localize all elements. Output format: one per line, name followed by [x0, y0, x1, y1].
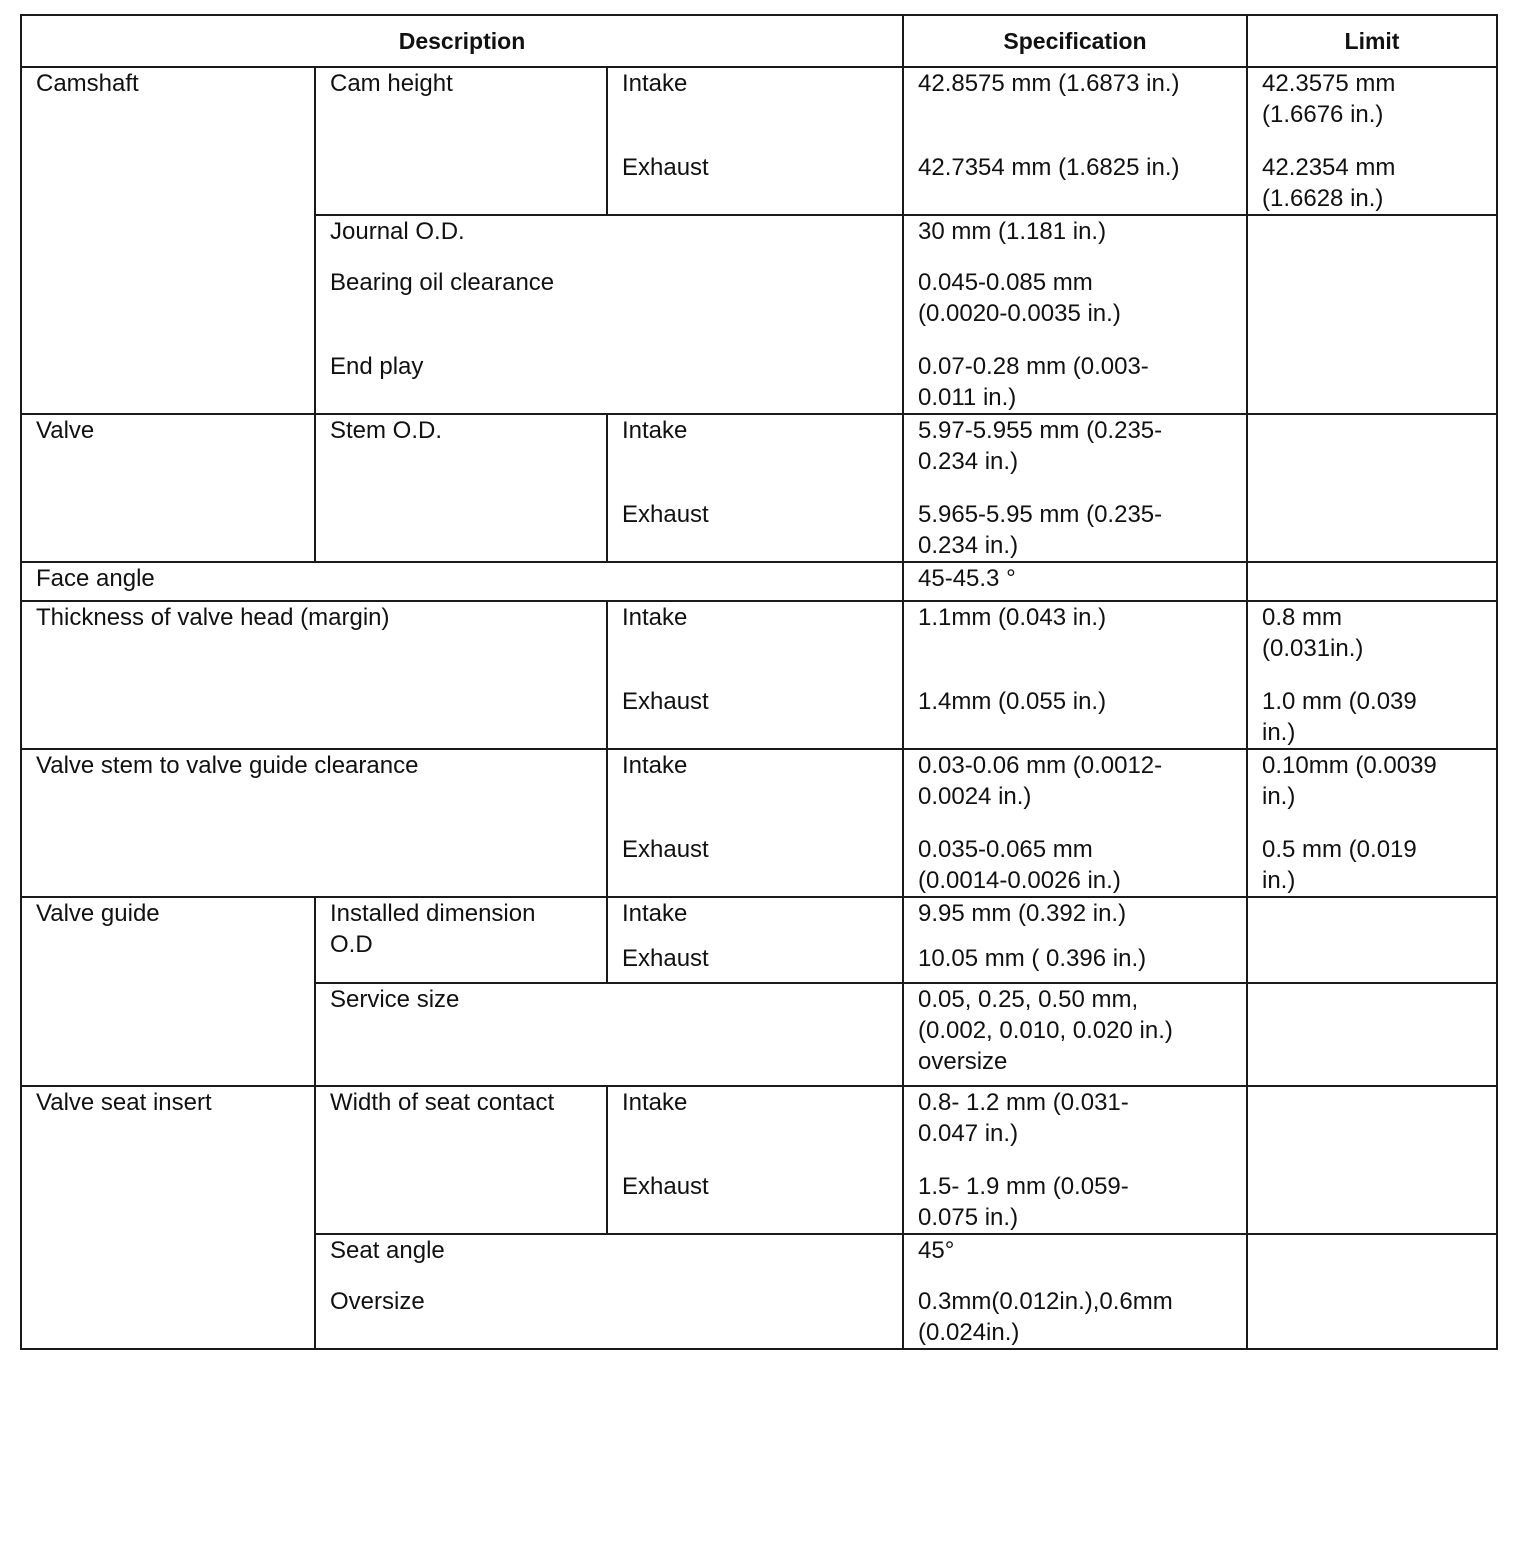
stem-guide-exhaust-label: Exhaust	[622, 836, 709, 863]
valve-seat-insert-label-cell	[21, 1086, 315, 1349]
installed-intake-spec-cell	[903, 897, 1247, 933]
installed-intake-spec: 9.95 mm (0.392 in.)	[918, 900, 1127, 927]
table-row	[21, 414, 1497, 562]
seat-angle-spec: 45°	[918, 1237, 955, 1264]
valve-label: Valve	[36, 417, 95, 444]
header-limit: Limit	[1247, 15, 1497, 67]
cam-height-intake-limit-in: (1.6676 in.)	[1262, 101, 1384, 128]
seat-contact-cell	[315, 1086, 607, 1234]
oversize-spec-in: (0.024in.)	[918, 1319, 1020, 1346]
journal-od-spec: 30 mm (1.181 in.)	[918, 218, 1107, 245]
stem-guide-exhaust-limit: 0.5 mm (0.019	[1262, 836, 1417, 863]
seat-contact-type-cell	[607, 1086, 903, 1234]
cam-height-exhaust-limit-in: (1.6628 in.)	[1262, 185, 1384, 212]
stem-guide-intake-limit-in: in.)	[1262, 783, 1296, 810]
valve-guide-label: Valve guide	[36, 900, 160, 927]
face-angle-spec-cell	[903, 562, 1247, 601]
spec-sheet	[20, 14, 1496, 1350]
thickness-type-cell	[607, 601, 903, 749]
end-play-spec-in: 0.011 in.)	[918, 384, 1017, 411]
face-angle-spec: 45-45.3 °	[918, 565, 1016, 592]
table-row	[21, 1086, 1497, 1234]
oversize-spec: 0.3mm(0.012in.),0.6mm	[918, 1288, 1173, 1315]
stem-guide-type-cell	[607, 749, 903, 897]
thickness-spec-cell	[903, 601, 1247, 749]
stem-od-exhaust-spec: 5.965-5.95 mm (0.235-	[918, 501, 1163, 528]
cam-height-type-cell	[607, 67, 903, 215]
oversize-label: Oversize	[330, 1288, 425, 1315]
stem-guide-intake-limit: 0.10mm (0.0039	[1262, 752, 1437, 779]
stem-od-limit-cell	[1247, 414, 1497, 562]
bearing-oil-clearance-spec: 0.045-0.085 mm	[918, 269, 1093, 296]
stem-guide-exhaust-spec: 0.035-0.065 mm	[918, 836, 1093, 863]
thickness-exhaust-limit: 1.0 mm (0.039	[1262, 688, 1417, 715]
installed-dimension-label: Installed dimension	[330, 900, 536, 927]
stem-guide-intake-spec-in: 0.0024 in.)	[918, 783, 1032, 810]
table-row	[21, 562, 1497, 601]
thickness-label: Thickness of valve head (margin)	[36, 604, 390, 631]
header-row	[21, 15, 1497, 67]
stem-guide-intake-spec: 0.03-0.06 mm (0.0012-	[918, 752, 1163, 779]
installed-intake-label: Intake	[622, 900, 688, 927]
service-size-limit-cell	[1247, 983, 1497, 1086]
header-specification: Specification	[903, 15, 1247, 67]
service-size-spec-in: (0.002, 0.010, 0.020 in.)	[918, 1017, 1173, 1044]
service-size-cell	[315, 983, 903, 1086]
header-description: Description	[21, 15, 903, 67]
thickness-exhaust-limit-in: in.)	[1262, 719, 1296, 746]
thickness-intake-label: Intake	[622, 604, 688, 631]
installed-limit-cell	[1247, 897, 1497, 983]
seat-angle-label: Seat angle	[330, 1237, 445, 1264]
installed-exhaust-type-cell	[607, 933, 903, 983]
face-angle-label: Face angle	[36, 565, 155, 592]
end-play-label: End play	[330, 353, 424, 380]
stem-guide-exhaust-limit-in: in.)	[1262, 867, 1296, 894]
cam-height-intake-spec: 42.8575 mm (1.6873 in.)	[918, 70, 1180, 97]
installed-intake-type-cell	[607, 897, 903, 933]
service-size-spec-cell	[903, 983, 1247, 1086]
seat-contact-exhaust-spec: 1.5- 1.9 mm (0.059-	[918, 1173, 1129, 1200]
stem-guide-limit-cell	[1247, 749, 1497, 897]
seat-contact-exhaust-spec-in: 0.075 in.)	[918, 1204, 1019, 1231]
stem-od-intake-spec: 5.97-5.955 mm (0.235-	[918, 417, 1163, 444]
thickness-intake-spec: 1.1mm (0.043 in.)	[918, 604, 1107, 631]
stem-od-cell	[315, 414, 607, 562]
valve-guide-label-cell	[21, 897, 315, 1086]
bearing-oil-clearance-spec-in: (0.0020-0.0035 in.)	[918, 300, 1121, 327]
valve-seat-insert-label: Valve seat insert	[36, 1089, 212, 1116]
face-angle-cell	[21, 562, 903, 601]
installed-exhaust-label: Exhaust	[622, 945, 709, 972]
service-size-label: Service size	[330, 986, 460, 1013]
camshaft-misc-spec-cell	[903, 215, 1247, 414]
seat-contact-intake-spec: 0.8- 1.2 mm (0.031-	[918, 1089, 1129, 1116]
cam-height-spec-cell	[903, 67, 1247, 215]
stem-guide-intake-label: Intake	[622, 752, 688, 779]
stem-guide-clearance-cell	[21, 749, 607, 897]
thickness-limit-cell	[1247, 601, 1497, 749]
seat-angle-oversize-cell	[315, 1234, 903, 1349]
valve-label-cell	[21, 414, 315, 562]
installed-exhaust-spec: 10.05 mm ( 0.396 in.)	[918, 945, 1147, 972]
valve-camshaft-spec-table	[20, 14, 1498, 1350]
installed-dimension-cell	[315, 897, 607, 983]
installed-exhaust-spec-cell	[903, 933, 1247, 983]
end-play-spec: 0.07-0.28 mm (0.003-	[918, 353, 1149, 380]
seat-contact-label: Width of seat contact	[330, 1089, 555, 1116]
seat-contact-spec-cell	[903, 1086, 1247, 1234]
seat-angle-oversize-limit-cell	[1247, 1234, 1497, 1349]
table-row	[21, 67, 1497, 215]
installed-dimension-od-label: O.D	[330, 931, 373, 958]
table-row	[21, 897, 1497, 933]
thickness-intake-limit-in: (0.031in.)	[1262, 635, 1364, 662]
thickness-intake-limit: 0.8 mm	[1262, 604, 1343, 631]
cam-height-intake-limit: 42.3575 mm	[1262, 70, 1396, 97]
camshaft-label-cell	[21, 67, 315, 414]
journal-od-label: Journal O.D.	[330, 218, 465, 245]
seat-contact-intake-label: Intake	[622, 1089, 688, 1116]
stem-od-label: Stem O.D.	[330, 417, 443, 444]
camshaft-misc-cell	[315, 215, 903, 414]
thickness-exhaust-label: Exhaust	[622, 688, 709, 715]
stem-od-exhaust-spec-in: 0.234 in.)	[918, 532, 1019, 559]
cam-height-limit-cell	[1247, 67, 1497, 215]
stem-od-type-cell	[607, 414, 903, 562]
service-size-spec-oversize: oversize	[918, 1048, 1008, 1075]
cam-height-exhaust-spec: 42.7354 mm (1.6825 in.)	[918, 154, 1180, 181]
thickness-cell	[21, 601, 607, 749]
stem-guide-spec-cell	[903, 749, 1247, 897]
stem-od-exhaust-label: Exhaust	[622, 501, 709, 528]
stem-od-intake-label: Intake	[622, 417, 688, 444]
cam-height-cell	[315, 67, 607, 215]
seat-contact-exhaust-label: Exhaust	[622, 1173, 709, 1200]
cam-height-label: Cam height	[330, 70, 453, 97]
cam-height-exhaust-limit: 42.2354 mm	[1262, 154, 1396, 181]
stem-od-spec-cell	[903, 414, 1247, 562]
seat-contact-intake-spec-in: 0.047 in.)	[918, 1120, 1019, 1147]
thickness-exhaust-spec: 1.4mm (0.055 in.)	[918, 688, 1107, 715]
cam-height-exhaust-label: Exhaust	[622, 154, 709, 181]
stem-guide-exhaust-spec-in: (0.0014-0.0026 in.)	[918, 867, 1121, 894]
table-row	[21, 749, 1497, 897]
cam-height-intake-label: Intake	[622, 70, 688, 97]
stem-guide-clearance-label: Valve stem to valve guide clearance	[36, 752, 419, 779]
stem-od-intake-spec-in: 0.234 in.)	[918, 448, 1019, 475]
camshaft-misc-limit-cell	[1247, 215, 1497, 414]
service-size-spec: 0.05, 0.25, 0.50 mm,	[918, 986, 1139, 1013]
seat-angle-oversize-spec-cell	[903, 1234, 1247, 1349]
camshaft-label: Camshaft	[36, 70, 139, 97]
seat-contact-limit-cell	[1247, 1086, 1497, 1234]
face-angle-limit-cell	[1247, 562, 1497, 601]
table-row	[21, 601, 1497, 749]
bearing-oil-clearance-label: Bearing oil clearance	[330, 269, 555, 296]
